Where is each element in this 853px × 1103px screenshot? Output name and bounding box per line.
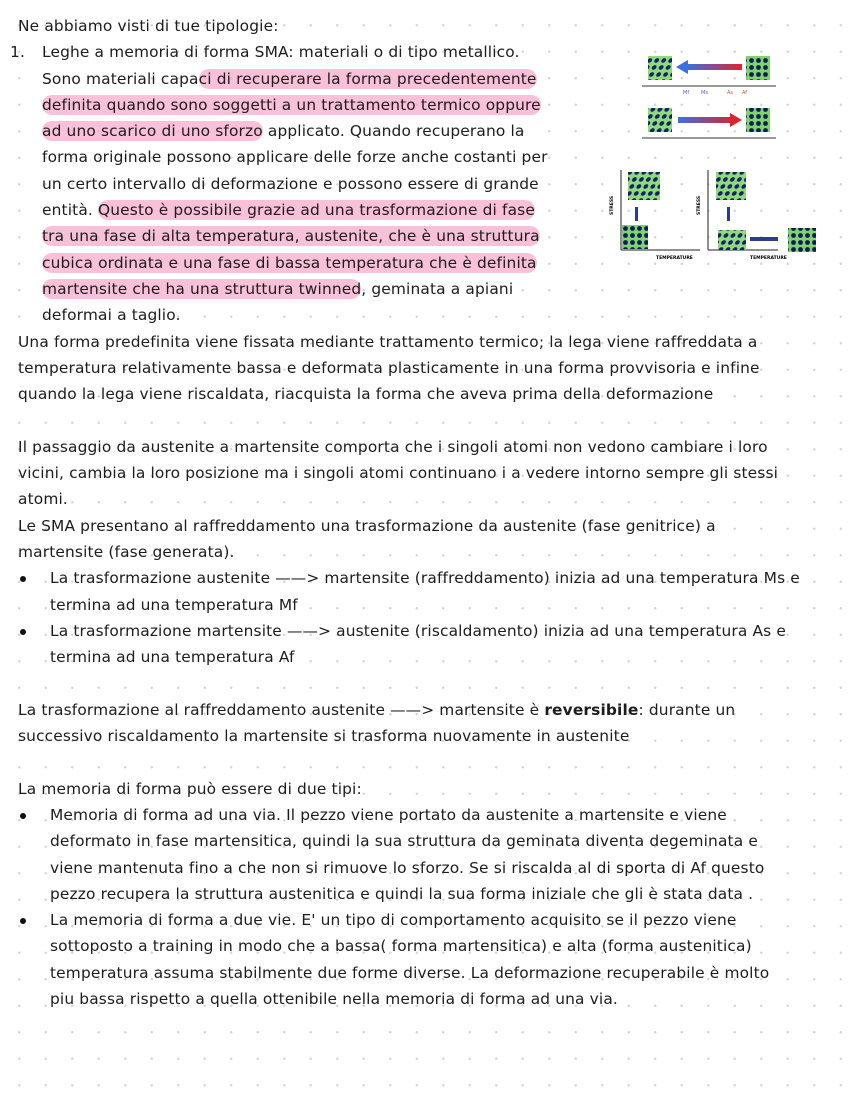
bold-text: reversibile xyxy=(544,700,639,719)
text-segment: La trasformazione austenite ——> martensite (raffreddamento) inizia ad una temperatura Ms e xyxy=(50,569,800,588)
paragraph xyxy=(0,776,853,802)
paragraph xyxy=(0,434,853,565)
text-segment: martensite (fase generata). xyxy=(18,542,235,561)
arrow-left-icon xyxy=(676,60,688,74)
list-item xyxy=(0,907,853,1012)
text-segment: piu bassa rispetto a quella ottenibile nella memoria di forma ad una via. xyxy=(50,989,618,1008)
bullet-icon xyxy=(20,813,26,819)
text-segment: Le SMA presentano al raffreddamento una trasformazione da austenite (fase genitrice) a xyxy=(18,516,716,535)
heating-row xyxy=(642,108,776,138)
cooling-row xyxy=(642,56,776,86)
text-line xyxy=(0,986,853,1012)
text-line xyxy=(0,329,853,355)
text-line xyxy=(0,960,853,986)
text-line xyxy=(0,381,853,407)
text-segment: termina ad una temperatura Mf xyxy=(50,595,298,614)
text-line xyxy=(0,355,853,381)
stress-plot-right xyxy=(696,170,816,261)
text-line xyxy=(0,881,853,907)
tick-af: Af xyxy=(742,90,748,96)
text-line xyxy=(0,828,853,854)
text-segment: un certo intervallo di deformazione e possono essere di grande xyxy=(42,174,539,193)
text-segment: : durante un xyxy=(638,700,736,719)
text-line xyxy=(0,802,853,828)
list-item xyxy=(0,618,853,671)
text-line xyxy=(0,697,853,723)
text-segment: vicini, cambia la loro posizione ma i singoli atomi continuano i a vedere intorno sempre gli stessi xyxy=(18,464,779,483)
arrow-right-icon xyxy=(750,237,778,241)
heading: Ne abbiamo visti di tue tipologie: xyxy=(18,17,279,35)
list-item xyxy=(0,802,853,907)
x-axis-label: TEMPERATURE xyxy=(656,256,693,261)
text-line xyxy=(0,776,853,802)
text-line xyxy=(0,644,853,670)
text-segment: deformai a taglio. xyxy=(42,306,181,325)
stress-plot-left xyxy=(609,170,700,261)
text-segment: Leghe a memoria di forma SMA: materiali o di tipo metallico. xyxy=(42,43,520,62)
text-segment: forma originale possono applicare delle forze anche costanti per xyxy=(42,148,548,167)
sma-transformation-diagram xyxy=(608,50,840,262)
y-axis-label: STRESS xyxy=(610,195,615,215)
text-segment: temperatura assuma stabilmente due forme diverse. La deformazione recuperabile è molto xyxy=(50,963,770,982)
text-segment: , geminata a apiani xyxy=(361,279,514,298)
text-line xyxy=(0,565,853,591)
highlighted-text: tra una fase di alta temperatura, austenite, che è una struttura xyxy=(42,227,540,246)
notes-body xyxy=(0,329,853,1013)
text-segment: successivo riscaldamento la martensite si trasforma nuovamente in austenite xyxy=(18,727,630,746)
austenite-lattice xyxy=(746,56,770,80)
spacer xyxy=(0,670,853,696)
text-line xyxy=(0,723,853,749)
list-item xyxy=(0,565,853,618)
text-line xyxy=(0,302,853,328)
text-line xyxy=(0,592,853,618)
tick-ms: Ms xyxy=(701,90,708,96)
item-number: 1. xyxy=(10,43,25,62)
text-segment: viene mantenuta fino a che non si rimuove lo sforzo. Se si riscalda al di sporta di Af questo xyxy=(50,858,765,877)
text-line xyxy=(0,855,853,881)
bullet-list xyxy=(0,802,853,1012)
text-line xyxy=(0,907,853,933)
text-line xyxy=(0,434,853,460)
text-segment: pezzo recupera la struttura austenitica e quindi la sua forma iniziale che gli è stata data . xyxy=(50,884,754,903)
austenite-lattice xyxy=(746,108,770,132)
x-axis-label: TEMPERATURE xyxy=(750,256,787,261)
text-segment: La trasformazione al raffreddamento austenite ——> martensite è xyxy=(18,700,545,719)
temp-ticks xyxy=(683,90,747,96)
spacer xyxy=(0,407,853,433)
highlighted-text: martensite che ha una struttura twinned xyxy=(42,279,362,298)
text-segment: termina ad una temperatura Af xyxy=(50,648,295,667)
highlighted-text: Questo è possibile grazie ad una trasformazione di fase xyxy=(97,201,535,220)
text-segment: Sono materiali capa xyxy=(42,69,199,88)
text-segment: quando la lega viene riscaldata, riacquista la forma che aveva prima della deformazione xyxy=(18,385,714,404)
y-axis-label: STRESS xyxy=(697,195,702,215)
text-segment: Una forma predefinita viene fissata mediante trattamento termico; la lega viene raffreddata a xyxy=(18,332,758,351)
arrow-right-icon xyxy=(730,113,742,127)
text-segment: deformato in fase martensitica, quindi la sua struttura da geminata diventa degeminata e xyxy=(50,832,758,851)
text-line xyxy=(0,460,853,486)
text-segment: atomi. xyxy=(18,490,68,509)
bullet-icon xyxy=(20,629,26,635)
tick-as: As xyxy=(727,90,734,96)
text-segment: Il passaggio da austenite a martensite comporta che i singoli atomi non vedono cambiare i loro xyxy=(18,437,768,456)
highlighted-text: cubica ordinata e una fase di bassa temperatura che è definita xyxy=(42,253,537,272)
highlighted-text: ad uno scarico di uno sforzo xyxy=(42,122,263,141)
spacer xyxy=(0,749,853,775)
arrow-down-icon xyxy=(727,207,730,221)
highlighted-text: ci di recuperare la forma precedentemente xyxy=(198,69,537,88)
text-line xyxy=(0,513,853,539)
text-line xyxy=(0,486,853,512)
text-segment: applicato. Quando recuperano la xyxy=(262,122,525,141)
text-line xyxy=(0,276,853,302)
text-segment: temperatura relativamente bassa e deformata plasticamente in una forma provvisoria e infine xyxy=(18,358,760,377)
text-segment: La memoria di forma può essere di due tipi: xyxy=(18,779,362,798)
paragraph xyxy=(0,329,853,408)
text-line xyxy=(0,618,853,644)
text-segment: Memoria di forma ad una via. Il pezzo viene portato da austenite a martensite e viene xyxy=(50,805,727,824)
martensite-lattice xyxy=(648,108,672,132)
bullet-list xyxy=(0,565,853,670)
highlighted-text: definita quando sono soggetti a un trattamento termico oppure xyxy=(42,95,541,114)
text-segment: sottoposto a training in modo che a bassa( forma martensitica) e alta (forma austenitica) xyxy=(50,937,752,956)
tick-mf: Mf xyxy=(683,90,690,96)
text-segment: entità. xyxy=(42,201,98,220)
arrow-up-icon xyxy=(635,207,638,221)
text-segment: La memoria di forma a due vie. E' un tipo di comportamento acquisito se il pezzo viene xyxy=(50,911,737,930)
martensite-lattice xyxy=(648,56,672,80)
text-line xyxy=(0,933,853,959)
text-line xyxy=(0,539,853,565)
paragraph xyxy=(0,697,853,750)
text-segment: La trasformazione martensite ——> austenite (riscaldamento) inizia ad una temperatura As e xyxy=(50,621,786,640)
